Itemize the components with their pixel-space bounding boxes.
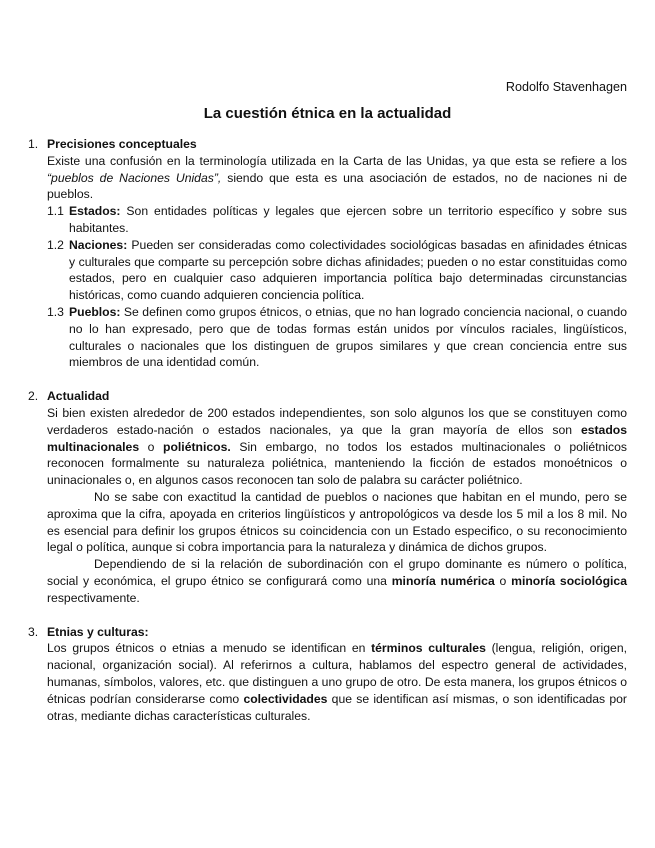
section-number: 3. — [28, 624, 39, 639]
section-paragraph: Los grupos étnicos o etnias a menudo se identifican en términos culturales (lengua, religión, origen, nacional, organización social). Al referirnos a cultura, hablamos del espectro general de actividades, humanas, símbolos, valores, etc. que distinguen a uno grupo de otro. De esta manera, los grupos étnicos o étnicas podrían considerarse como colectividades que se identifican así mismas, o son identificadas por otras, mediante dichas características culturales. — [47, 641, 627, 723]
author-name: Rodolfo Stavenhagen — [505, 80, 627, 94]
section-heading: Actualidad — [47, 389, 110, 404]
term-label: Estados: — [69, 204, 121, 219]
section-number: 1. — [28, 137, 39, 151]
subsection-1-1: 1.1 Estados: Son entidades políticas y legales que ejercen sobre un territorio específico y sobre sus habitantes. — [47, 204, 627, 235]
subsection-number: 1.2 — [47, 237, 64, 252]
section-2 — [28, 388, 627, 606]
subsection-1-3: 1.3 Pueblos: Se definen como grupos étnicos, o etnias, que no han logrado conciencia nacional, o cuando no lo han expresado, pero que de todas formas están unidos por vínculos raciales, lingüísticos, culturales o nacionales que los distinguen de grupos similares y que crean conciencia entre sus miembros de una identidad común. — [47, 304, 627, 370]
emphasis-text: “pueblos de Naciones Unidas”, — [47, 170, 222, 185]
subsection-1-2: 1.2 Naciones: Pueden ser consideradas como colectividades sociológicas basadas en afinidades étnicas y culturales que comparte su percepción sobre dichas afinidades; pueden o no estar constituidas como estados, pero en cualquier caso adquieren importancia política bajo determinadas circunstancias históricas, como cuando adquieren conciencia política. — [47, 237, 627, 303]
section-paragraph: Existe una confusión en la terminología utilizada en la Carta de las Unidas, ya que esta se refiere a los “pueblos de Naciones Unidas”, siendo que esta es una asociación de estados, no de naciones ni de pueblos. — [47, 153, 628, 202]
document-body — [28, 136, 627, 724]
term-label: Pueblos: — [69, 304, 121, 319]
section-1 — [28, 136, 627, 371]
section-paragraph: Dependiendo de si la relación de subordinación con el grupo dominante es número o política, social y económica, el grupo étnico se configurará como una minoría numérica o minoría sociológica respectivamente. — [47, 557, 627, 605]
subsection-number: 1.3 — [47, 304, 64, 319]
section-paragraph: Si bien existen alrededor de 200 estados independientes, son solo algunos los que se constituyen como verdaderos estado-nación o estados nacionales, ya que la gran mayoría de ellos son estados multinacionales o poliétnicos. Sin embargo, no todos los estados multinacionales o poliétnicos reconocen formalmente su naturaleza poliétnica, manteniendo la ficción de estados monoétnicos o uninacionales o, en algunos casos reconocen tan solo de palabra su carácter poliétnico. — [47, 405, 627, 488]
section-paragraph: No se sabe con exactitud la cantidad de pueblos o naciones que habitan en el mundo, pero se aproxima que la cifra, apoyada en criterios lingüísticos y antropológicos va desde los 5 mil a los 8 mil. No es esencial para definir los grupos étnicos su coincidencia con un Estado especifico, o su reconocimiento legal o política, aunque si cobra importancia para la naturaleza y dinámica de dichos grupos. — [47, 489, 627, 555]
section-3 — [28, 624, 627, 725]
page-title: La cuestión étnica en la actualidad — [203, 105, 452, 122]
section-heading: Etnias y culturas: — [47, 624, 149, 639]
section-heading: Precisiones conceptuales — [47, 137, 197, 151]
term-label: Naciones: — [69, 237, 128, 252]
subsection-number: 1.1 — [47, 204, 64, 219]
section-number: 2. — [28, 389, 39, 404]
